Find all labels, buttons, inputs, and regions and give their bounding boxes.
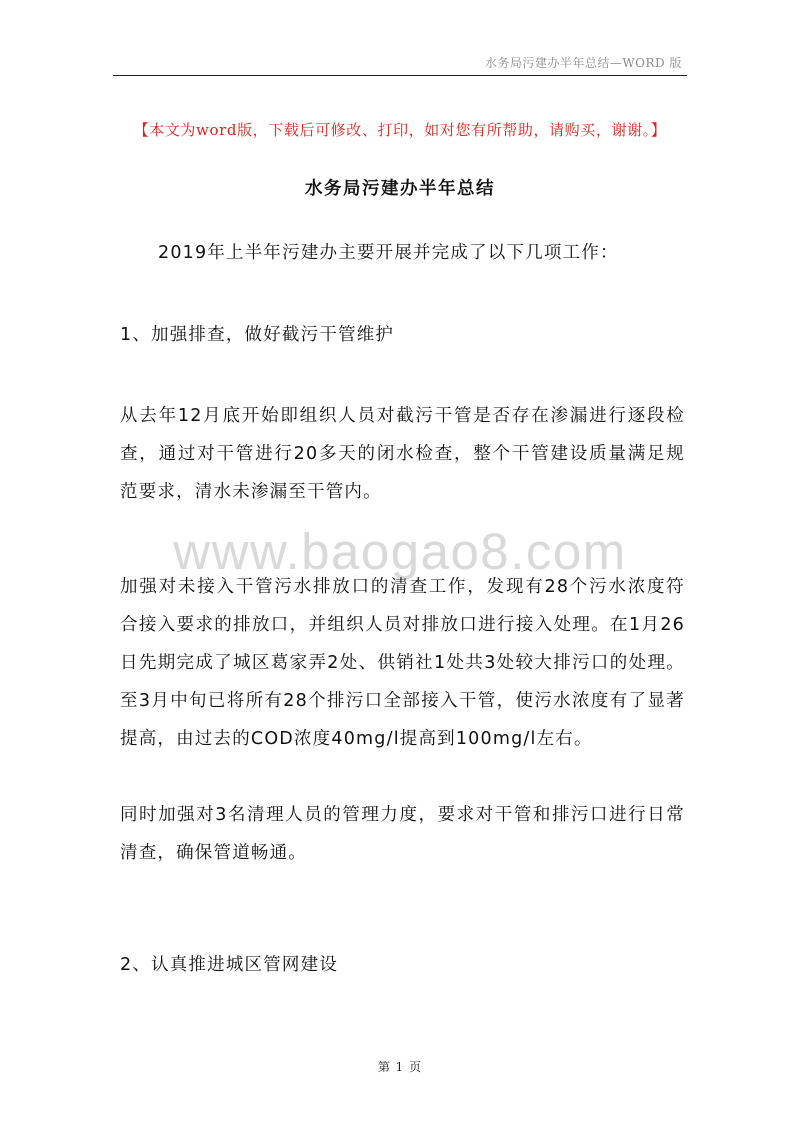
section-2-heading: 2、认真推进城区管网建设 bbox=[120, 955, 339, 975]
running-header: 水务局污建办半年总结—WORD 版 bbox=[484, 56, 682, 70]
purchase-notice: 【本文为word版，下载后可修改、打印，如对您有所帮助，请购买，谢谢。】 bbox=[133, 121, 667, 139]
watermark: www.baogao8.com bbox=[173, 523, 627, 580]
paragraph-1: 从去年12月底开始即组织人员对截污干管是否存在渗漏进行逐段检查，通过对干管进行20多天的闭水检查，整个干管建设质量满足规范要求，清水未渗漏至干管内。 bbox=[120, 406, 685, 502]
paragraph-3: 同时加强对3名清理人员的管理力度，要求对干管和排污口进行日常清查，确保管道畅通。 bbox=[120, 805, 685, 863]
document-title: 水务局污建办半年总结 bbox=[305, 179, 495, 199]
section-1-heading: 1、加强排查，做好截污干管维护 bbox=[120, 325, 395, 345]
paragraph-2: 加强对未接入干管污水排放口的清查工作，发现有28个污水浓度符合接入要求的排放口，并组织人员对排放口进行接入处理。在1月26日先期完成了城区葛家弄2处、供销社1处共3处较大排污口的处理。至3月中旬已将所有28个排污口全部接入干管，使污水浓度有了显著提高，由过去的COD浓度40mg/l提高到100mg/l左右。 bbox=[120, 577, 685, 749]
intro-paragraph: 2019年上半年污建办主要开展并完成了以下几项工作： bbox=[158, 243, 619, 263]
header-divider bbox=[113, 75, 687, 76]
page-number: 第 1 页 bbox=[377, 1060, 423, 1074]
